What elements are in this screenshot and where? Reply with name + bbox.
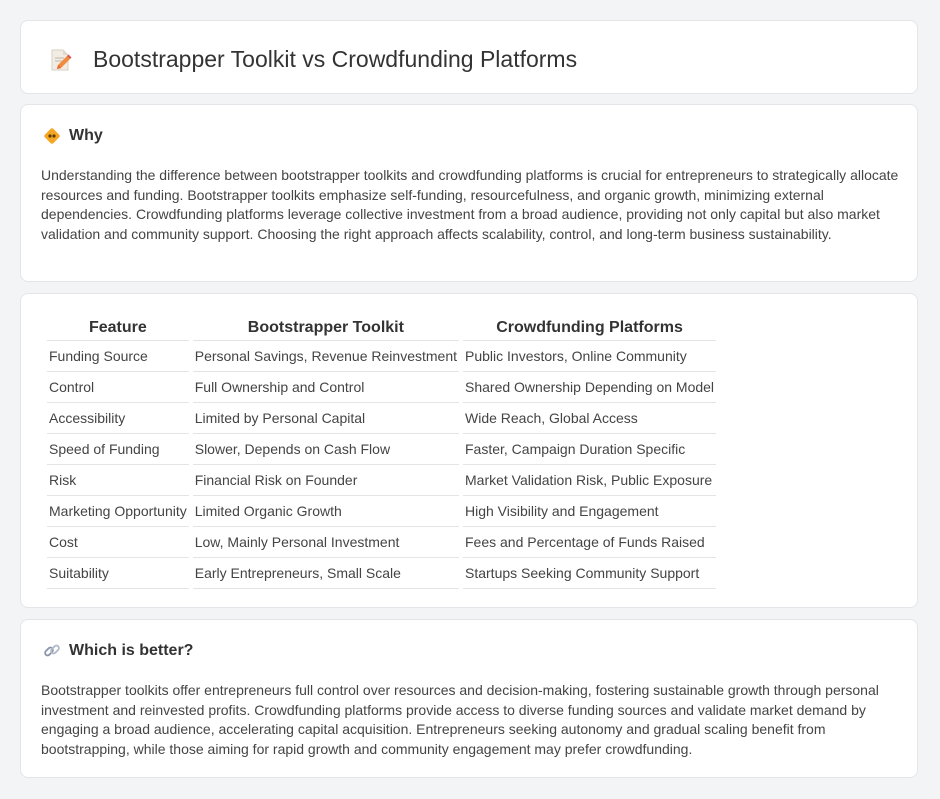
comparison-table [43,317,720,589]
page-title: Bootstrapper Toolkit vs Crowdfunding Platforms [93,46,578,72]
better-text: Bootstrapper toolkits offer entrepreneurs full control over resources and decision-making, fostering sustainable growth through personal investment and reinvested profits. Crowdfunding platforms provide access to diverse funding sources and validate market demand by engaging a broad audience, accelerating capital acquisition. Entrepreneurs seeking autonomy and gradual scaling benefit from bootstrapping, while those aiming for rapid growth and community engagement may prefer crowdfunding. [41,682,879,757]
header-crowdfunding: Crowdfunding Platforms [463,317,716,341]
table-row [47,372,716,403]
feature-cell: Speed of Funding [47,434,189,465]
feature-cell: Risk [47,465,189,496]
table-row [47,496,716,527]
which-is-better-section [20,619,918,778]
why-heading: Why [69,127,103,144]
title-card [20,20,918,94]
crowdfunding-cell: Fees and Percentage of Funds Raised [463,527,716,558]
bootstrapper-cell: Slower, Depends on Cash Flow [193,434,459,465]
crowdfunding-cell: Market Validation Risk, Public Exposure [463,465,716,496]
table-row [47,403,716,434]
link-icon [43,642,61,660]
crowdfunding-cell: Faster, Campaign Duration Specific [463,434,716,465]
better-heading: Which is better? [69,642,194,659]
crowdfunding-cell: Public Investors, Online Community [463,341,716,372]
why-header [43,127,103,145]
crowdfunding-cell: High Visibility and Engagement [463,496,716,527]
document-pencil-icon [47,47,73,73]
table-row [47,341,716,372]
table-row [47,558,716,589]
bootstrapper-cell: Full Ownership and Control [193,372,459,403]
comparison-section [20,293,918,608]
feature-cell: Accessibility [47,403,189,434]
bootstrapper-cell: Early Entrepreneurs, Small Scale [193,558,459,589]
feature-cell: Funding Source [47,341,189,372]
crowdfunding-cell: Startups Seeking Community Support [463,558,716,589]
better-header [43,642,193,660]
feature-cell: Suitability [47,558,189,589]
crowdfunding-cell: Wide Reach, Global Access [463,403,716,434]
header-feature: Feature [47,317,189,341]
feature-cell: Cost [47,527,189,558]
table-row [47,434,716,465]
crowdfunding-cell: Shared Ownership Depending on Model [463,372,716,403]
bootstrapper-cell: Low, Mainly Personal Investment [193,527,459,558]
bootstrapper-cell: Limited Organic Growth [193,496,459,527]
bootstrapper-cell: Financial Risk on Founder [193,465,459,496]
feature-cell: Marketing Opportunity [47,496,189,527]
title-row [47,46,577,73]
table-header-row [47,317,716,341]
table-row [47,527,716,558]
bootstrapper-cell: Limited by Personal Capital [193,403,459,434]
table-row [47,465,716,496]
header-bootstrapper: Bootstrapper Toolkit [193,317,459,341]
feature-cell: Control [47,372,189,403]
diamond-sign-icon [43,127,61,145]
bootstrapper-cell: Personal Savings, Revenue Reinvestment [193,341,459,372]
why-section [20,104,918,282]
why-text: Understanding the difference between bootstrapper toolkits and crowdfunding platforms is crucial for entrepreneurs to strategically allocate resources and funding. Bootstrapper toolkits emphasize self-funding, resourcefulness, and organic growth, minimizing external dependencies. Crowdfunding platforms leverage collective investment from a broad audience, providing not only capital but also market validation and community support. Choosing the right approach affects scalability, control, and long-term business sustainability. [41,167,899,242]
